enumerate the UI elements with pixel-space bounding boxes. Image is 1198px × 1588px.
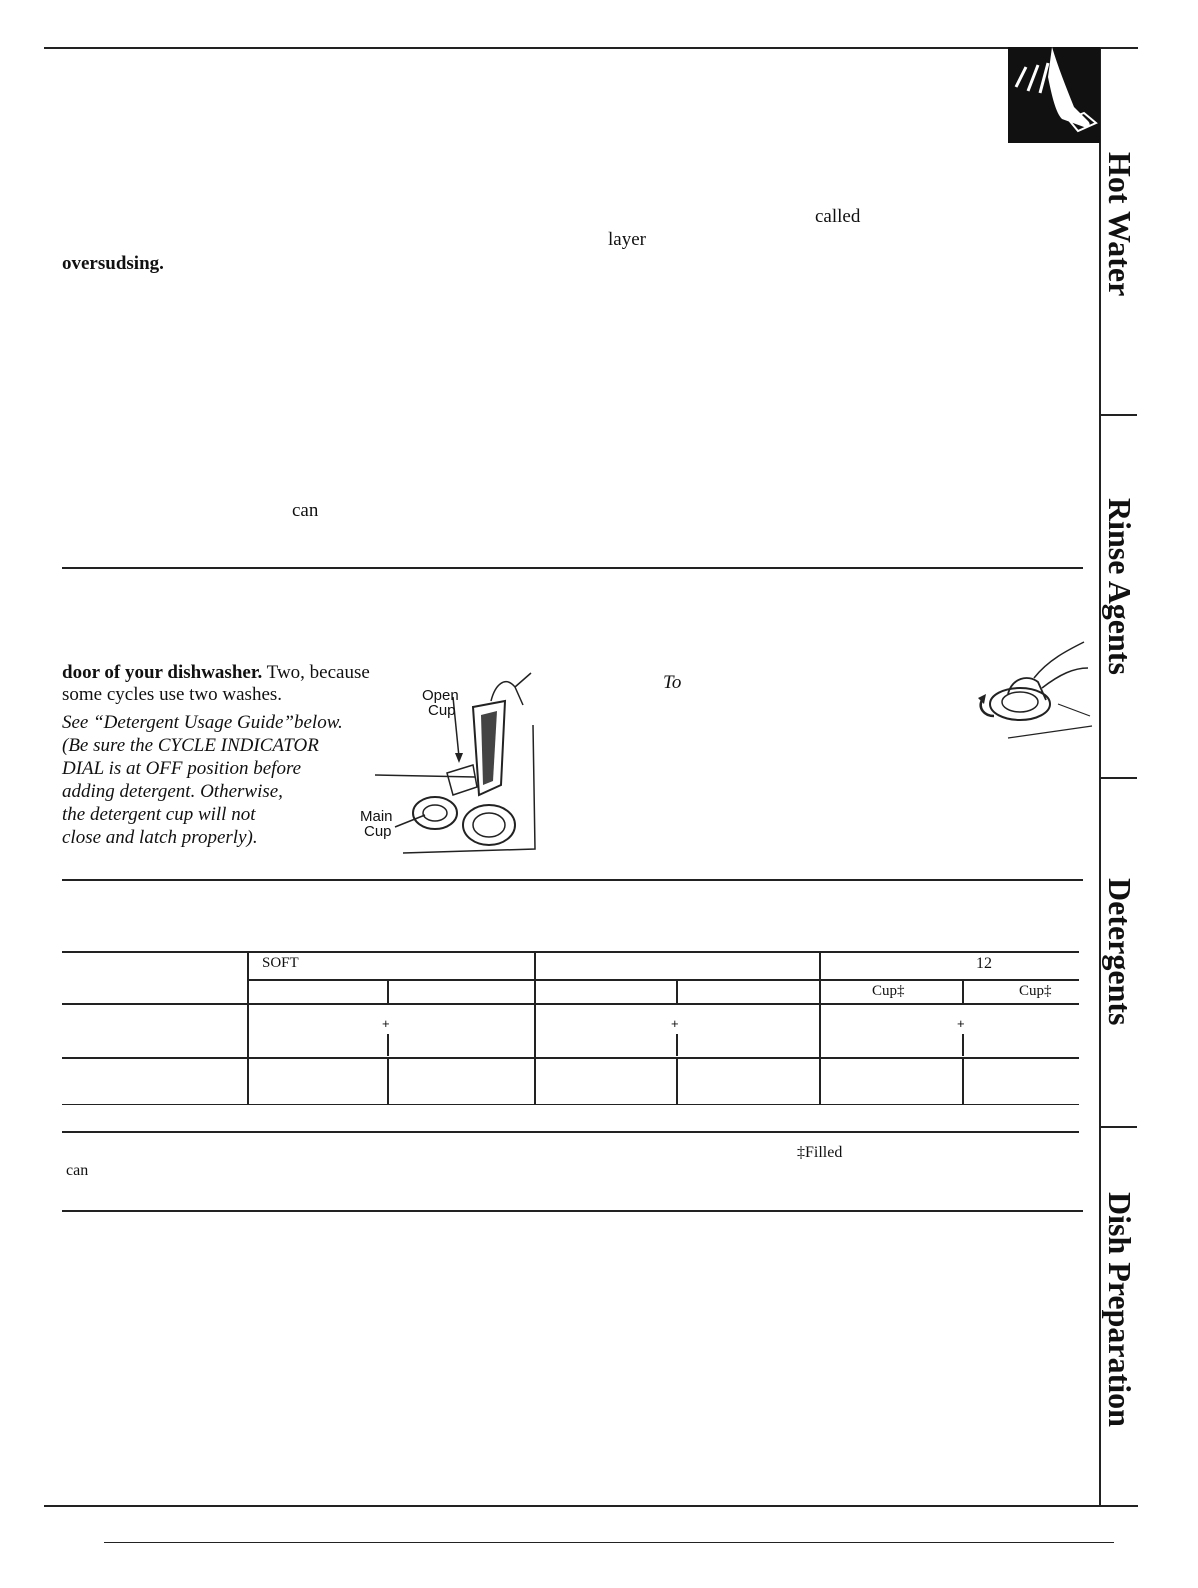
bottom-rule [44,1505,1138,1507]
detergent-note-3: DIAL is at OFF position before [62,758,302,779]
footer-rule [104,1542,1114,1543]
tab-hot-water[interactable]: Hot Water [1102,152,1138,297]
table-header-rule [62,1003,1079,1005]
table-sub-div-3 [962,980,964,1004]
word-can: can [292,500,319,521]
table-row-rule [62,1057,1079,1059]
word-to: To [663,672,682,693]
detergent-lead-bold: door of your dishwasher. [62,662,263,683]
table-row1-div-2 [676,1034,678,1056]
detergent-note-4: adding detergent. Otherwise, [62,781,283,802]
table-footnote-can: can [66,1162,89,1179]
table-row1-div-3 [962,1034,964,1056]
table-header-12: 12 [976,955,992,972]
table-cup-label-1: Cup‡ [872,983,905,999]
word-layer: layer [608,229,646,250]
table-header-soft: SOFT [262,955,299,971]
table-row2-div-1 [387,1058,389,1104]
top-rule [44,47,1138,49]
detergent-note-6: close and latch properly). [62,827,258,848]
detergent-note-5: the detergent cup will not [62,804,256,825]
tab-separator-1 [1101,414,1137,416]
table-cup-label-2: Cup‡ [1019,983,1052,999]
word-oversudsing: oversudsing. [62,253,164,274]
section-rule-2 [62,879,1083,881]
detergent-line2: some cycles use two washes. [62,684,283,705]
table-row2-div-3 [962,1058,964,1104]
table-plus-1: + [382,1016,390,1031]
cycle-dial-illustration [968,638,1094,742]
table-plus-2: + [671,1016,679,1031]
word-called: called [815,206,861,227]
table-col-div-3 [819,952,821,1104]
table-sub-rule [249,979,1079,981]
table-footnote-filled: ‡Filled [797,1144,843,1161]
tab-separator-3 [1101,1126,1137,1128]
tab-separator-2 [1101,777,1137,779]
detergent-note-1: See “Detergent Usage Guide”below. [62,712,343,733]
open-cup-label-1: Open [422,687,459,704]
table-top-rule [62,951,1079,953]
table-sub-div-1 [387,980,389,1004]
hand-pointer-icon [1008,47,1100,143]
table-sub-div-2 [676,980,678,1004]
table-row2-div-2 [676,1058,678,1104]
table-footer-rule [62,1131,1079,1133]
table-col-div-2 [534,952,536,1104]
detergent-lead-rest: Two, because [262,662,370,683]
tab-dish-preparation[interactable]: Dish Preparation [1102,1192,1138,1427]
main-cup-label-2: Cup [364,823,392,840]
detergent-lead [62,662,370,684]
table-bottom-rule [62,1104,1079,1105]
table-plus-3: + [957,1016,965,1031]
table-col-div-1 [247,952,249,1104]
tab-detergents[interactable]: Detergents [1102,878,1138,1026]
open-cup-label-2: Cup [428,702,456,719]
detergent-note-2: (Be sure the CYCLE INDICATOR [62,735,319,756]
main-cup-label-1: Main [360,808,393,825]
table-row1-div-1 [387,1034,389,1056]
section-rule-1 [62,567,1083,569]
section-rule-3 [62,1210,1083,1212]
tab-rinse-agents[interactable]: Rinse Agents [1102,498,1138,675]
